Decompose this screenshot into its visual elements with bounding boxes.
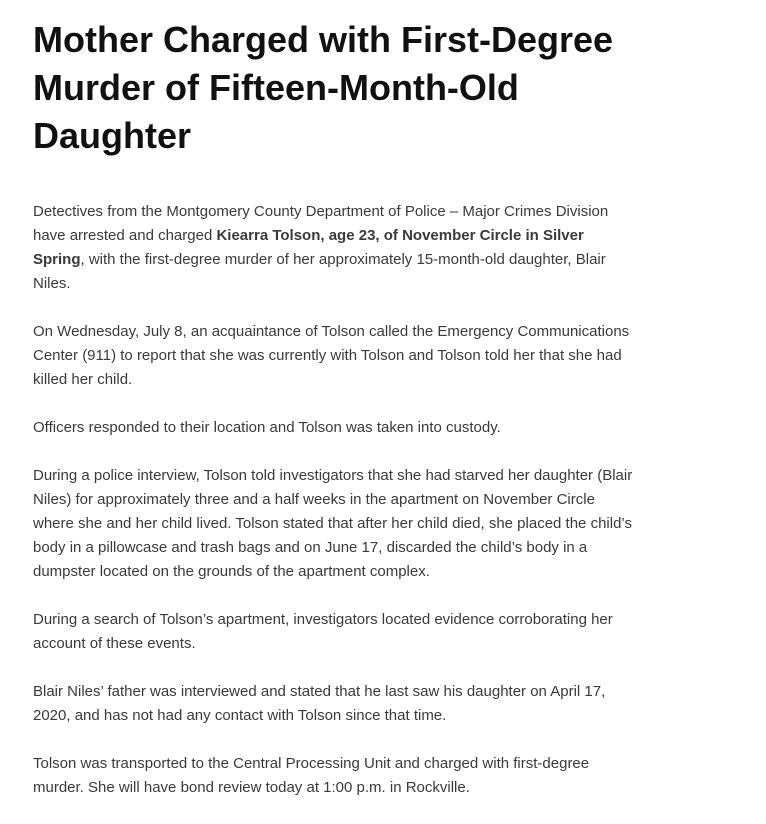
suspect-name-bold: Kiearra Tolson, age 23, of November Circle in Silver Spring [33, 227, 584, 268]
paragraph-1-text-start: Detectives from the Montgomery County Department of Police – Major Crimes Division have arrested and charged [33, 203, 609, 244]
article [33, 16, 633, 824]
article-paragraph-6: Blair Niles’ father was interviewed and stated that he last saw his daughter on April 17, 2020, and has not had any contact with Tolson since that time. [33, 683, 606, 724]
article-paragraph-7: Tolson was transported to the Central Processing Unit and charged with first-degree murder. She will have bond review today at 1:00 p.m. in Rockville. [33, 755, 590, 796]
article-paragraph-3: Officers responded to their location and Tolson was taken into custody. [33, 419, 501, 436]
article-paragraph-4: During a police interview, Tolson told investigators that she had starved her daughter (Blair Niles) for approximately three and a half weeks in the apartment on November Circle where she and her child lived. Tolson stated that after her child died, she placed the child’s body in a pillowcase and trash bags and on June 17, discarded the child’s body in a dumpster located on the grounds of the apartment complex. [33, 467, 633, 580]
article-paragraph-1 [33, 200, 633, 296]
paragraph-1-text-end: , with the first-degree murder of her approximately 15-month-old daughter, Blair Niles. [33, 251, 606, 292]
article-headline: Mother Charged with First-Degree Murder of Fifteen-Month-Old Daughter [33, 19, 614, 156]
article-paragraph-2: On Wednesday, July 8, an acquaintance of Tolson called the Emergency Communications Center (911) to report that she was currently with Tolson and Tolson told her that she had killed her child. [33, 323, 630, 388]
article-paragraph-5: During a search of Tolson’s apartment, investigators located evidence corroborating her account of these events. [33, 611, 613, 652]
